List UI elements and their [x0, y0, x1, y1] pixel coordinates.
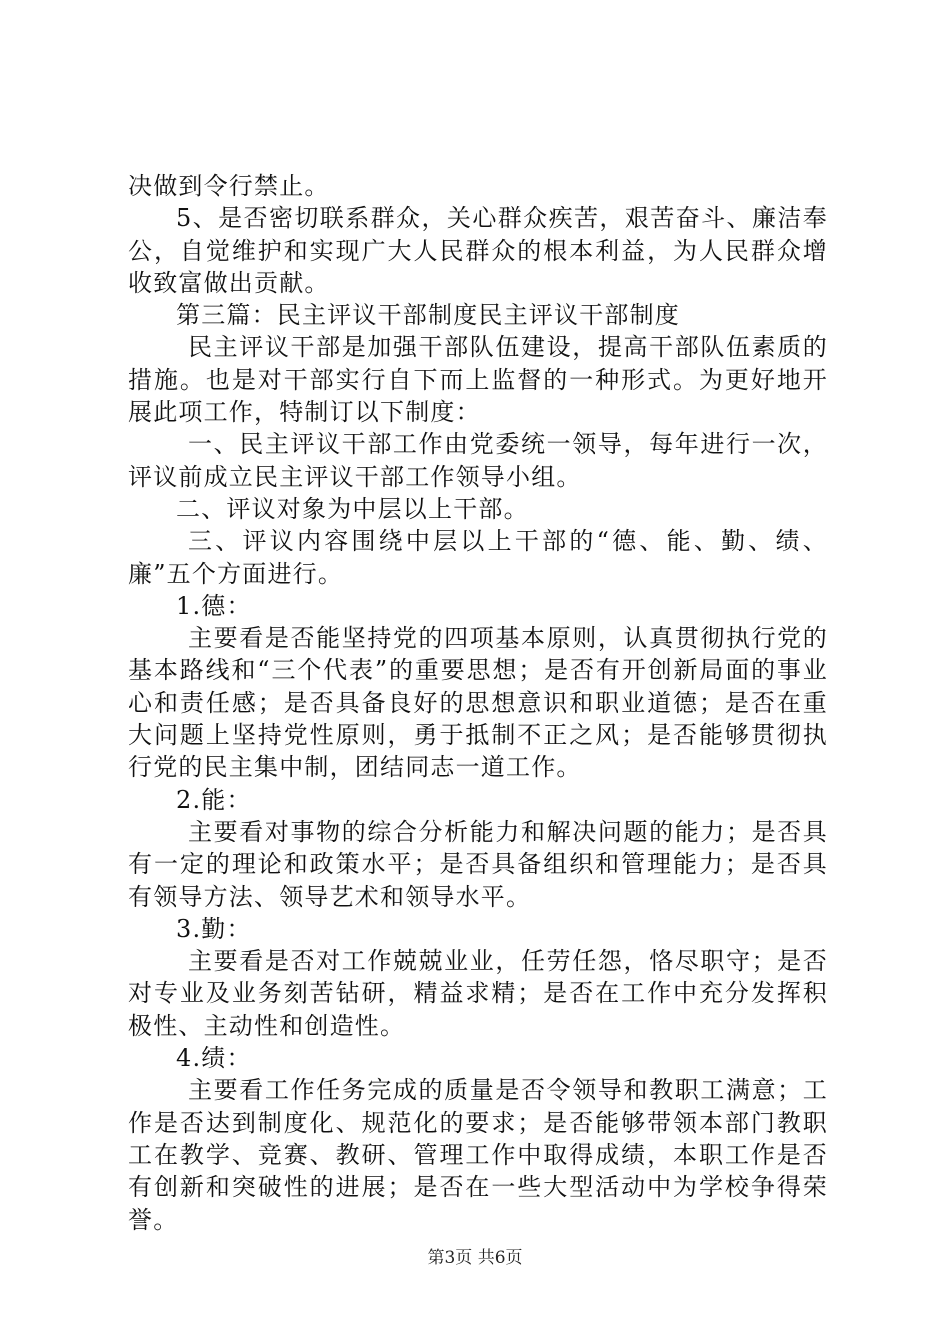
page-number: 第3页 共6页 [427, 1248, 523, 1268]
paragraph-item-5: 5、是否密切联系群众，关心群众疾苦，艰苦奋斗、廉洁奉公，自觉维护和实现广大人民群众的根本利益，为人民群众增收致富做出贡献。 [128, 204, 828, 297]
subheading-ji: 4.绩： [176, 1044, 252, 1073]
paragraph-continuation: 决做到令行禁止。 [128, 172, 330, 200]
section-heading: 第三篇：民主评议干部制度民主评议干部制度 [176, 301, 680, 330]
paragraph-rule-1: 一、民主评议干部工作由党委统一领导，每年进行一次，评议前成立民主评议干部工作领导小组。 [128, 430, 828, 491]
paragraph-ji: 主要看工作任务完成的质量是否令领导和教职工满意；工作是否达到制度化、规范化的要求；是否能够带领本部门教职工在教学、竞赛、教研、管理工作中取得成绩，本职工作是否有创新和突破性的进展；是否在一些大型活动中为学校争得荣誉。 [128, 1076, 828, 1234]
paragraph-de: 主要看是否能坚持党的四项基本原则，认真贯彻执行党的基本路线和“三个代表”的重要思想；是否有开创新局面的事业心和责任感；是否具备良好的思想意识和职业道德；是否在重大问题上坚持党性原则，勇于抵制不正之风；是否能够贯彻执行党的民主集中制，团结同志一道工作。 [128, 624, 828, 782]
page-footer [0, 1243, 950, 1268]
subheading-de: 1.德： [176, 591, 252, 620]
paragraph-neng: 主要看对事物的综合分析能力和解决问题的能力；是否具有一定的理论和政策水平；是否具备组织和管理能力；是否具有领导方法、领导艺术和领导水平。 [128, 817, 828, 911]
paragraph-qin: 主要看是否对工作兢兢业业，任劳任怨，恪尽职守；是否对专业及业务刻苦钻研，精益求精；是否在工作中充分发挥积极性、主动性和创造性。 [128, 947, 828, 1040]
paragraph-rule-2: 二、评议对象为中层以上干部。 [176, 494, 529, 523]
subheading-neng: 2.能： [176, 785, 252, 814]
paragraph-rule-3: 三、评议内容围绕中层以上干部的“德、能、勤、绩、廉”五个方面进行。 [128, 527, 828, 588]
document-body [128, 170, 828, 1236]
paragraph-intro: 民主评议干部是加强干部队伍建设，提高干部队伍素质的措施。也是对干部实行自下而上监督的一种形式。为更好地开展此项工作，特制订以下制度： [128, 333, 828, 427]
subheading-qin: 3.勤： [176, 914, 252, 943]
